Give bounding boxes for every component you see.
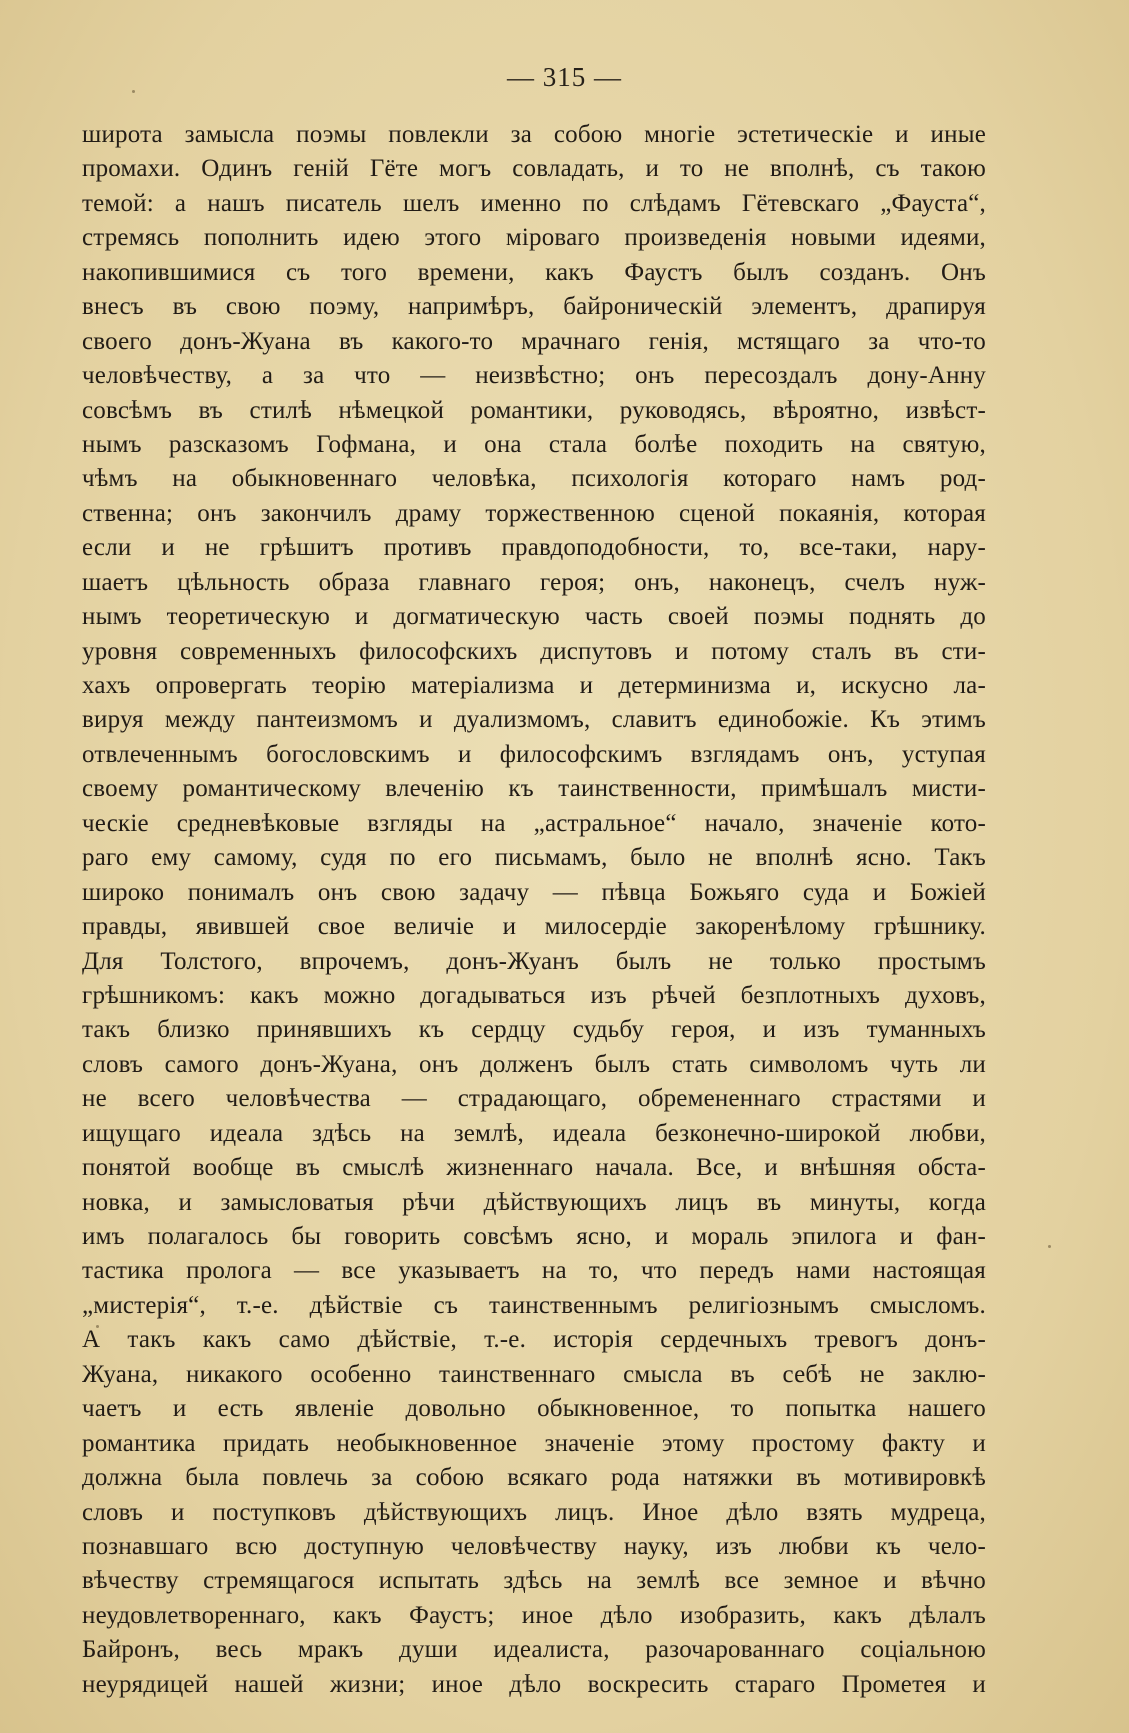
text-line: А такъ какъ само дѣйствіе, т.-е. исторія сердечныхъ тревогъ донъ- — [82, 1326, 986, 1354]
text-line: Жуана, никакого особенно таинственнаго смысла въ себѣ не заклю- — [82, 1360, 986, 1388]
text-line: человѣчеству, а за что — неизвѣстно; онъ пересоздалъ дону-Анну — [82, 362, 986, 390]
text-line: чаетъ и есть явленіе довольно обыкновенное, то попытка нашего — [82, 1395, 986, 1423]
text-line: тастика пролога — все указываетъ на то, что передъ нами настоящая — [82, 1257, 986, 1285]
text-line: ищущаго идеала здѣсь на землѣ, идеала безконечно-широкой любви, — [82, 1119, 986, 1147]
text-line: совсѣмъ въ стилѣ нѣмецкой романтики, руководясь, вѣроятно, извѣст- — [82, 396, 986, 424]
text-line: если и не грѣшитъ противъ правдоподобности, то, все-таки, нару- — [82, 534, 986, 562]
text-line: имъ полагалось бы говорить совсѣмъ ясно, и мораль эпилога и фан- — [82, 1223, 986, 1250]
text-line: темой: а нашъ писатель шелъ именно по слѣдамъ Гётевскаго „Фауста“, — [82, 189, 986, 217]
text-line: вѣчеству стремящагося испытать здѣсь на землѣ все земное и вѣчно — [82, 1567, 986, 1595]
text-line: своего донъ-Жуана въ какого-то мрачнаго генія, мстящаго за что-то — [82, 327, 986, 355]
text-line: ческіе средневѣковые взгляды на „астральное“ начало, значеніе кото- — [82, 809, 986, 837]
text-line: чѣмъ на обыкновеннаго человѣка, психологія котораго намъ род- — [82, 465, 986, 493]
text-line: нымъ разсказомъ Гофмана, и она стала болѣе походить на святую, — [82, 430, 986, 458]
text-line: такъ близко принявшихъ къ сердцу судьбу героя, и изъ туманныхъ — [82, 1016, 986, 1044]
text-line: романтика придать необыкновенное значеніе этому простому факту и — [82, 1429, 986, 1457]
text-line: хахъ опровергать теорію матеріализма и детерминизма и, искусно ла- — [82, 672, 986, 699]
text-line: Байронъ, весь мракъ души идеалиста, разочарованнаго соціальною — [82, 1636, 986, 1664]
text-line: должна была повлечь за собою всякаго рода натяжки въ мотивировкѣ — [82, 1464, 986, 1492]
text-line: неурядицей нашей жизни; иное дѣло воскресить стараго Прометея и — [82, 1670, 986, 1698]
text-line: неудовлетвореннаго, какъ Фаустъ; иное дѣло изобразить, какъ дѣлалъ — [82, 1601, 986, 1629]
text-line: Для Толстого, впрочемъ, донъ-Жуанъ былъ не только простымъ — [82, 947, 986, 975]
body-text — [82, 118, 986, 1702]
text-line: накопившимися съ того времени, какъ Фаустъ былъ созданъ. Онъ — [82, 258, 986, 286]
text-line: широко понималъ онъ свою задачу — пѣвца Божьяго суда и Божіей — [82, 878, 986, 906]
text-line: своему романтическому влеченію къ таинственности, примѣшалъ мисти- — [82, 775, 986, 803]
text-line: шаетъ цѣльность образа главнаго героя; онъ, наконецъ, счелъ нуж- — [82, 568, 986, 596]
text-line: словъ самого донъ-Жуана, онъ долженъ былъ стать символомъ чуть ли — [82, 1050, 986, 1078]
text-line: уровня современныхъ философскихъ диспутовъ и потому сталъ въ сти- — [82, 637, 986, 665]
text-line: вируя между пантеизмомъ и дуализмомъ, славитъ единобожіе. Къ этимъ — [82, 706, 986, 734]
text-line: правды, явившей свое величіе и милосердіе закоренѣлому грѣшнику. — [82, 913, 986, 941]
text-line: нымъ теоретическую и догматическую часть своей поэмы поднять до — [82, 603, 986, 631]
text-line: познавшаго всю доступную человѣчеству науку, изъ любви къ чело- — [82, 1532, 986, 1560]
text-line: широта замысла поэмы повлекли за собою многіе эстетическіе и иные — [82, 121, 986, 148]
page-number: — 315 — — [507, 62, 622, 92]
text-line: стремясь пополнить идею этого міроваго произведенія новыми идеями, — [82, 224, 986, 252]
text-line: внесъ въ свою поэму, напримѣръ, байроническій элементъ, драпируя — [82, 293, 986, 321]
paper-speck — [1048, 1245, 1051, 1248]
text-line: не всего человѣчества — страдающаго, обремененнаго страстями и — [82, 1085, 986, 1113]
text-line: „мистерія“, т.-е. дѣйствіе съ таинственнымъ религіознымъ смысломъ. — [82, 1291, 986, 1319]
text-line: словъ и поступковъ дѣйствующихъ лицъ. Иное дѣло взять мудреца, — [82, 1498, 986, 1526]
text-line: грѣшникомъ: какъ можно догадываться изъ рѣчей безплотныхъ духовъ, — [82, 981, 986, 1009]
text-line: промахи. Одинъ геній Гёте могъ совладать, и то не вполнѣ, съ такою — [82, 155, 986, 183]
text-line: понятой вообще въ смыслѣ жизненнаго начала. Все, и внѣшняя обста- — [82, 1154, 986, 1182]
text-line: новка, и замысловатыя рѣчи дѣйствующихъ лицъ въ минуты, когда — [82, 1188, 986, 1216]
text-line: ственна; онъ закончилъ драму торжественною сценой покаянія, которая — [82, 499, 986, 527]
text-line: отвлеченнымъ богословскимъ и философскимъ взглядамъ онъ, уступая — [82, 740, 986, 768]
text-line: раго ему самому, судя по его письмамъ, было не вполнѣ ясно. Такъ — [82, 844, 986, 872]
